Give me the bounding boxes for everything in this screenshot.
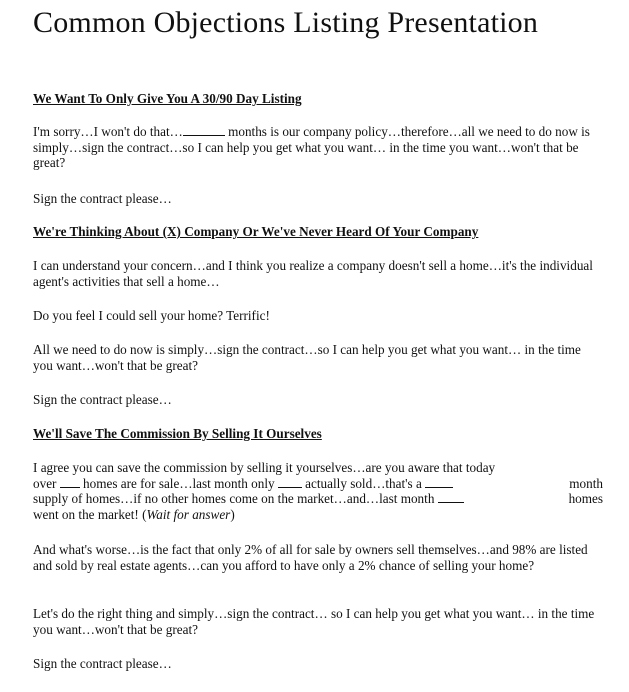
paragraph-right-thing: Let's do the right thing and simply…sign the contract… so I can help you get what you want… in the time you want…won't that be great? bbox=[33, 606, 595, 637]
paragraph-text: I'm sorry…I won't do that… bbox=[33, 124, 183, 139]
text-fragment bbox=[33, 476, 453, 492]
paragraph-sign-contract: Sign the contract please… bbox=[33, 392, 172, 407]
section-heading-save-commission: We'll Save The Commission By Selling It Ourselves bbox=[33, 426, 322, 441]
fill-in-blank bbox=[278, 476, 302, 488]
text-fragment: ) bbox=[230, 506, 235, 522]
text-fragment: supply of homes…if no other homes come on the market…and…last month bbox=[33, 491, 435, 507]
fill-in-blank bbox=[183, 124, 225, 136]
text-line: I agree you can save the commission by selling it yourselves…are you aware that today bbox=[33, 460, 496, 475]
paragraph-company-policy bbox=[33, 124, 603, 171]
text-fragment: month bbox=[569, 475, 603, 491]
paragraph-fsbo-stats: And what's worse…is the fact that only 2% of all for sale by owners sell themselves…and 98% are listed and sold by real estate agents…can you afford to have only a 2% chance of selling your home? bbox=[33, 542, 588, 573]
paragraph-terrific: Do you feel I could sell your home? Terrific! bbox=[33, 308, 270, 323]
paragraph-concern: I can understand your concern…and I think you realize a company doesn't sell a home…it's the individual agent's activities that sell a home… bbox=[33, 258, 593, 289]
page-title: Common Objections Listing Presentation bbox=[33, 6, 539, 39]
paragraph-sign-contract: Sign the contract please… bbox=[33, 191, 172, 206]
text-fragment: over bbox=[33, 475, 57, 491]
fill-in-blank bbox=[438, 491, 464, 503]
text-fragment: actually sold…that's a bbox=[305, 475, 422, 491]
paragraph-simply-sign: All we need to do now is simply…sign the contract…so I can help you get what you want… in the time you want…won't that be great? bbox=[33, 342, 581, 373]
fill-in-blank bbox=[60, 476, 80, 488]
text-fragment bbox=[33, 491, 464, 507]
text-fragment: homes bbox=[568, 491, 603, 507]
text-fragment: homes are for sale…last month only bbox=[83, 475, 275, 491]
fill-in-blank bbox=[425, 476, 453, 488]
text-line bbox=[33, 507, 603, 523]
section-heading-listing-term: We Want To Only Give You A 30/90 Day Listing bbox=[33, 91, 302, 106]
paragraph-homes-for-sale bbox=[33, 460, 603, 522]
text-line bbox=[33, 476, 603, 492]
text-fragment: went on the market! ( bbox=[33, 506, 147, 522]
text-line bbox=[33, 491, 603, 507]
italic-note: Wait for answer bbox=[146, 506, 231, 522]
section-heading-other-company: We're Thinking About (X) Company Or We've Never Heard Of Your Company bbox=[33, 224, 479, 239]
paragraph-sign-contract: Sign the contract please… bbox=[33, 656, 172, 671]
paragraph-text: months is our company policy…therefore…all we need to do now is simply…sign the contract…so I can help you get what you want… in the time you want…won't that be great? bbox=[33, 124, 590, 171]
